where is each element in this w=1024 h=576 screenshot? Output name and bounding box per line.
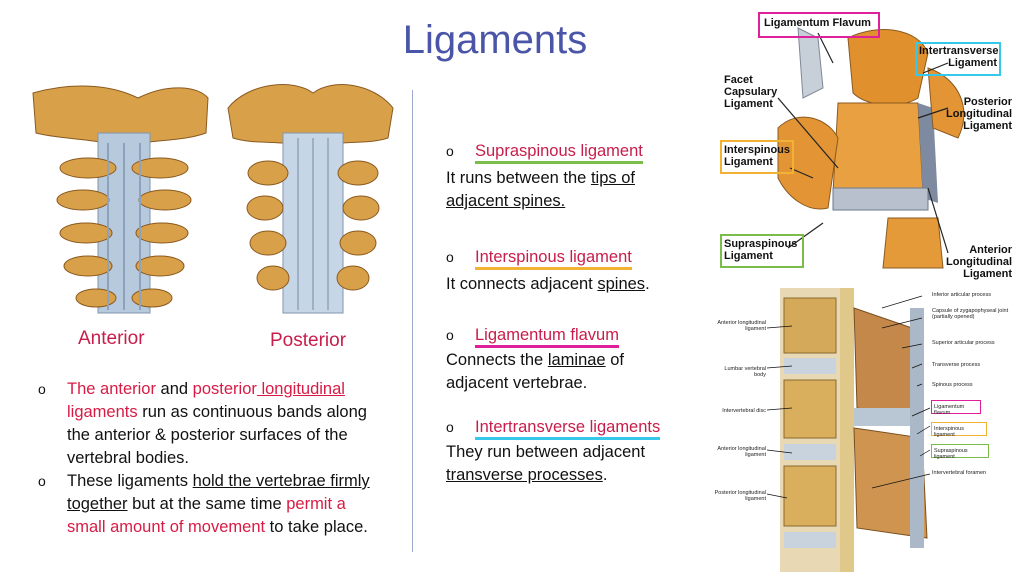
item-title: Interspinous ligament [475, 248, 632, 270]
lumbar-ligaments-figure [718, 8, 1018, 278]
label-intervertebral-disc: Intervertebral disc [722, 408, 766, 414]
label-transverse: Transverse process [932, 362, 981, 368]
left-bullet-2: o These ligaments hold the vertebrae firmly together but at the same time permit a small amount of movement to take place. [38, 472, 370, 536]
label-anterior-long-2: Anterior longitudinal ligament [717, 446, 766, 458]
label-supraspinous: Supraspinous ligament [934, 448, 968, 460]
label-facet: Facet Capsulary Ligament [724, 74, 778, 110]
item-ligamentum-flavum: o Ligamentum flavum Connects the laminae of adjacent vertebrae. [446, 326, 624, 392]
label-superior-articular: Superior articular process [932, 340, 995, 346]
posterior-view-figure [228, 85, 393, 313]
anterior-view-figure [33, 86, 208, 313]
label-capsule: Capsule of zygapophyseal joint (partially opened) [932, 308, 1009, 320]
item-intertransverse: o Intertransverse ligaments They run between adjacent transverse processes. [446, 418, 661, 484]
label-supraspinous: Supraspinous Ligament [724, 238, 798, 262]
label-interspinous: Interspinous Ligament [724, 144, 791, 168]
label-intertransverse: Intertransverse Ligament [919, 45, 999, 69]
label-posterior-long: Posterior Longitudinal Ligament [946, 96, 1012, 132]
item-title: Intertransverse ligaments [475, 418, 660, 440]
label-anterior-long: Anterior longitudinal ligament [717, 320, 766, 332]
label-flavum: Ligamentum Flavum [764, 17, 871, 29]
item-title: Ligamentum flavum [475, 326, 619, 348]
label-lumbar-body: Lumbar vertebral body [724, 366, 766, 378]
label-interspinous: Interspinous ligament [934, 426, 964, 438]
slide-title: Ligaments [402, 18, 588, 62]
sagittal-spine-figure [712, 288, 1018, 572]
label-posterior-long: Posterior longitudinal ligament [714, 490, 766, 502]
caption-anterior: Anterior [78, 328, 145, 349]
label-anterior-long: Anterior Longitudinal Ligament [946, 244, 1012, 280]
item-title: Supraspinous ligament [475, 142, 643, 164]
caption-posterior: Posterior [270, 330, 347, 351]
item-supraspinous: o Supraspinous ligament It runs between the tips of adjacent spines. [446, 142, 643, 210]
label-interv-foramen: Intervertebral foramen [932, 470, 987, 476]
item-interspinous: o Interspinous ligament It connects adjacent spines. [446, 248, 650, 293]
label-inferior-articular: Inferior articular process [932, 292, 991, 298]
label-spinous: Spinous process [932, 382, 973, 388]
vertical-divider [412, 90, 413, 552]
label-ligamentum-flavum: Ligamentum flavum [934, 404, 965, 416]
cervical-spine-illustrations [28, 78, 398, 328]
left-bullet-1: o The anterior and posterior longitudinal ligaments run as continuous bands along the anterior & posterior surfaces of the vertebral bodies. [38, 380, 367, 467]
